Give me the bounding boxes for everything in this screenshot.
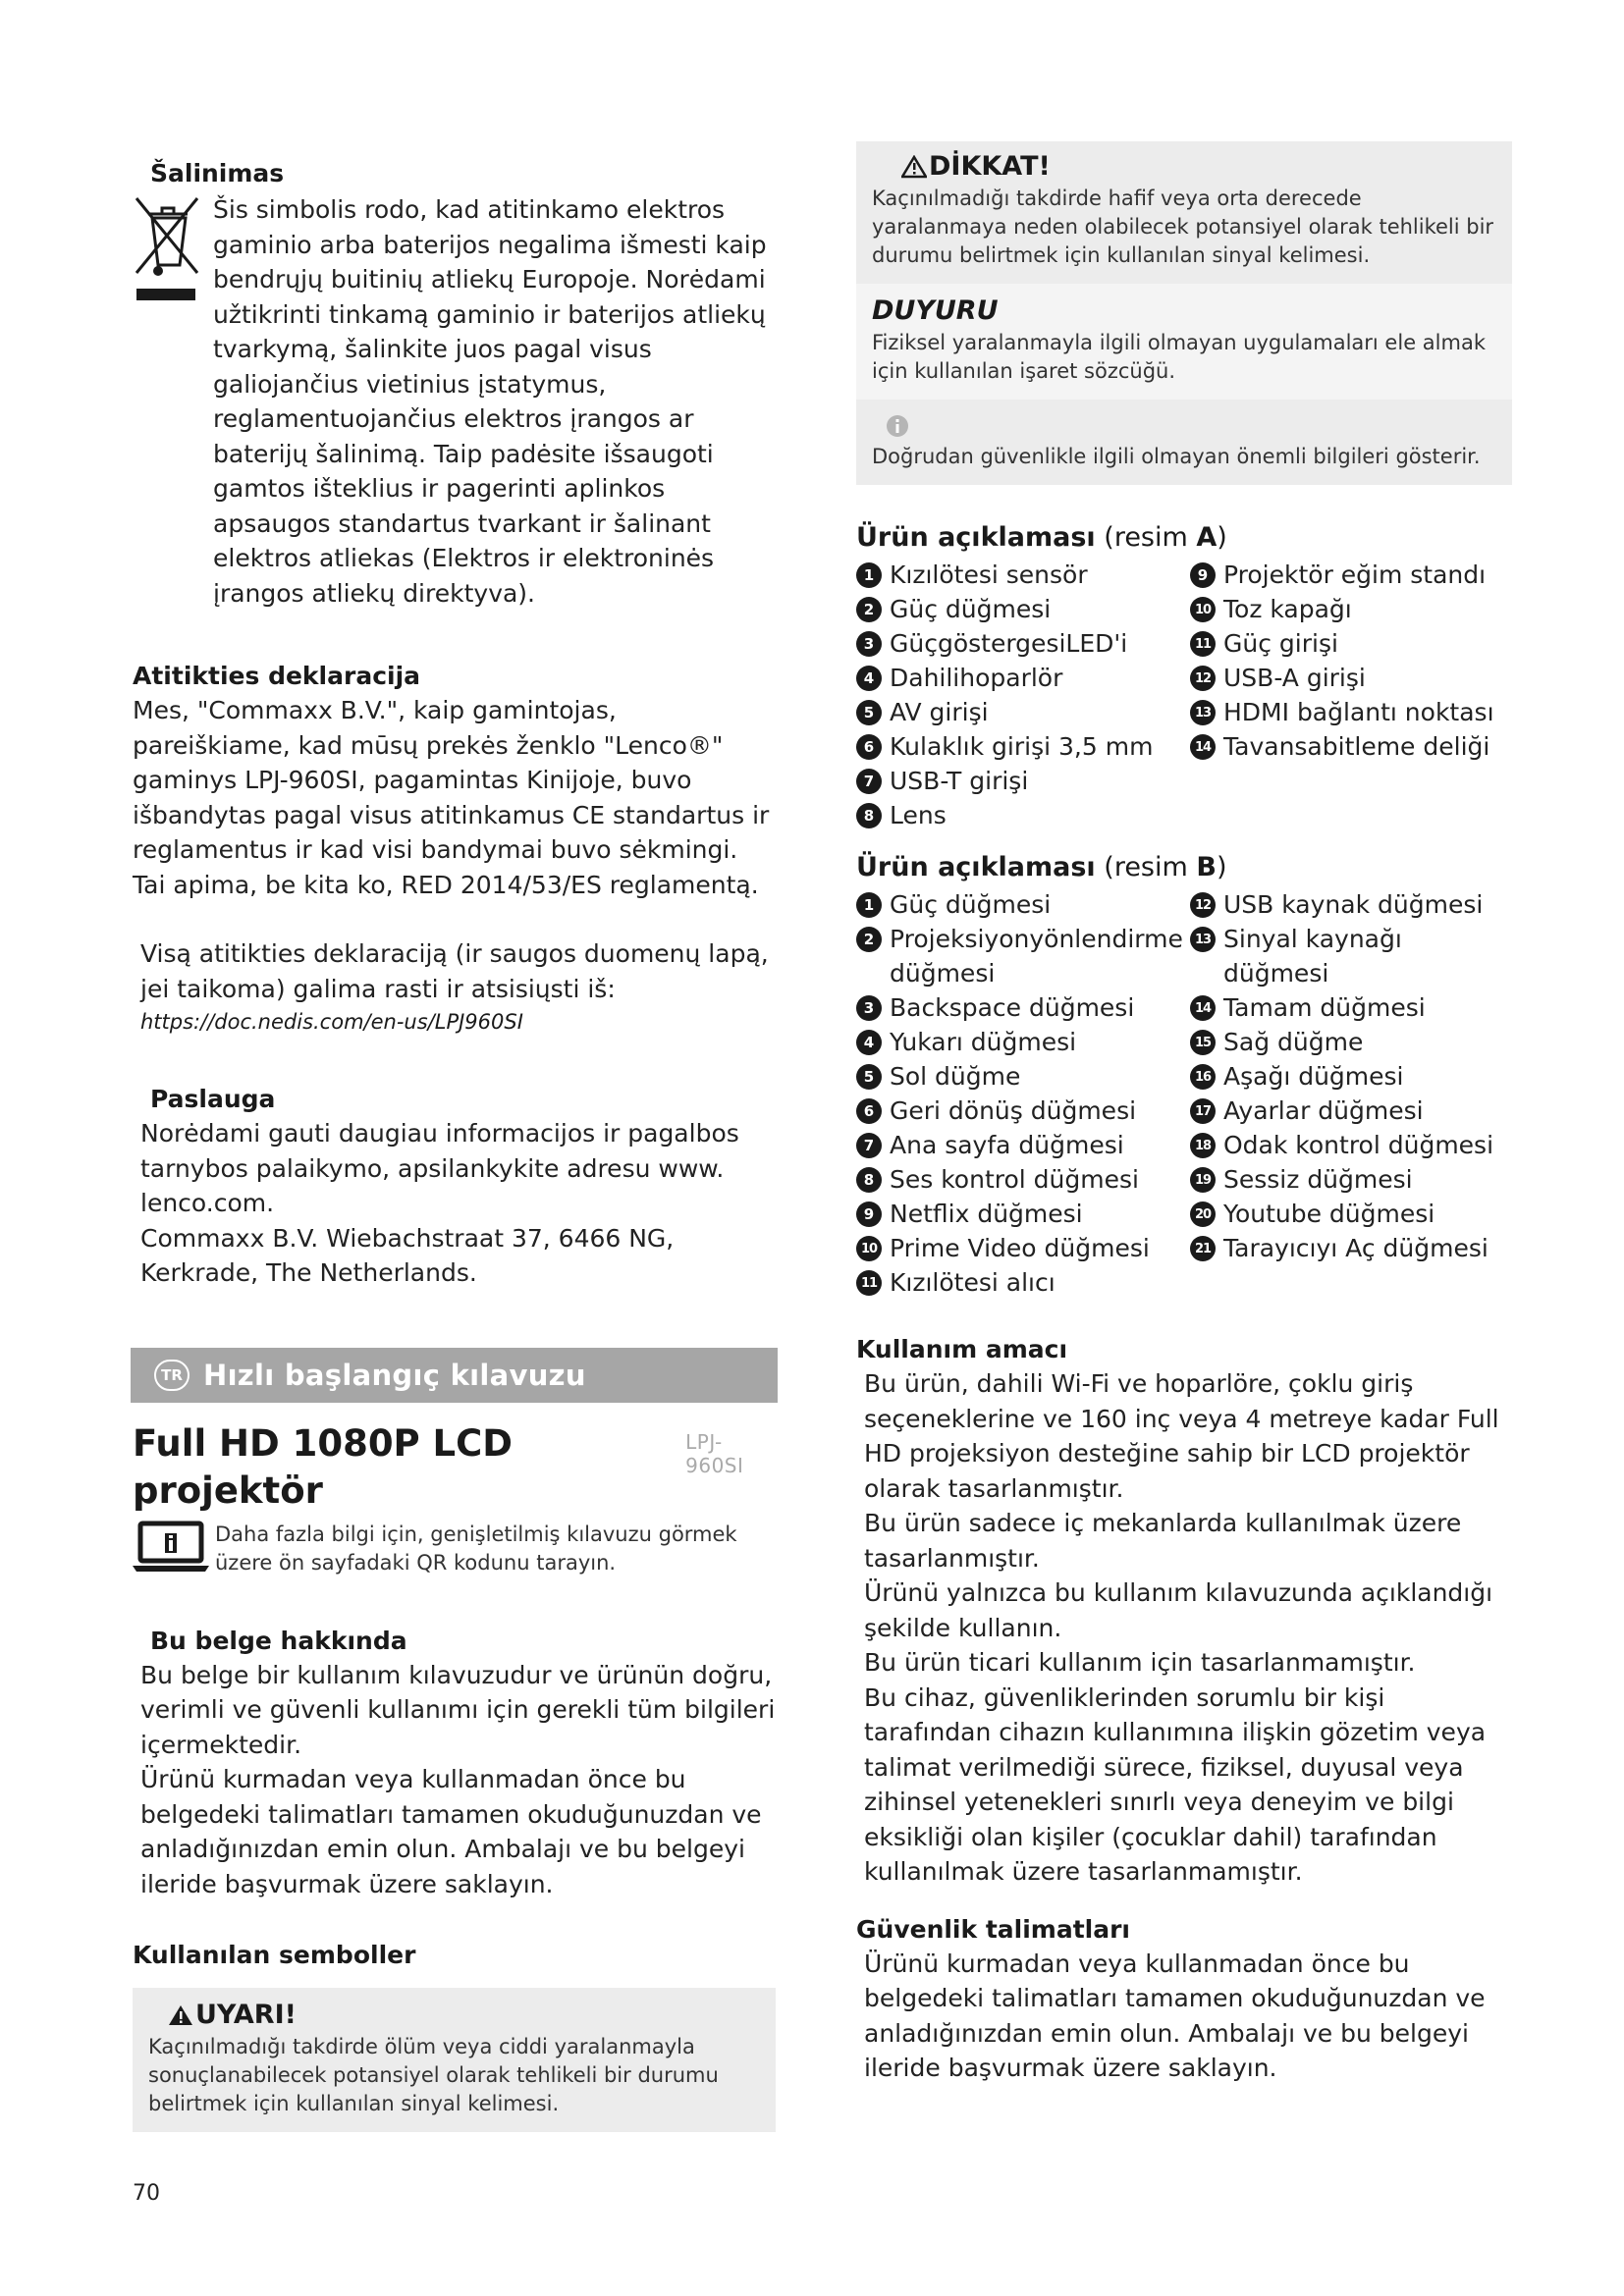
warning-title-label: UYARI! (195, 2000, 297, 2030)
quickstart-title: Hızlı başlangıç kılavuzu (203, 1358, 586, 1392)
disposal-section (133, 192, 776, 611)
part-number-badge: 12 (1190, 666, 1216, 691)
caution-text: Kaçınılmadığı takdirde hafif veya orta derecede yaralanmaya neden olabilecek potansiyel olarak tehlikeli bir durumu belirtmek için kullanılan sinyal kelimesi. (872, 187, 1494, 267)
part-label: Güç girişi (1223, 629, 1338, 658)
caution-title (901, 149, 1496, 185)
part-number-badge: 7 (856, 769, 882, 794)
part-item (856, 1265, 1190, 1300)
part-number-badge: 8 (856, 1167, 882, 1193)
usage-paragraph: Ürünü yalnızca bu kullanım kılavuzunda açıklandığı şekilde kullanın. (864, 1578, 1493, 1642)
part-label: Geri dönüş düğmesi (890, 1096, 1137, 1125)
product-a-parts-right (1190, 558, 1512, 832)
part-item (1190, 922, 1512, 990)
part-label: GüçgöstergesiLED'i (890, 629, 1128, 658)
part-item (856, 1094, 1190, 1128)
part-item (856, 626, 1190, 661)
part-item (1190, 1197, 1512, 1231)
part-item (1190, 1059, 1512, 1094)
part-label: Lens (890, 801, 947, 829)
part-number-badge: 13 (1190, 700, 1216, 725)
part-label: Projektör eğim standı (1223, 561, 1487, 589)
part-item (856, 922, 1190, 990)
part-label: HDMI bağlantı noktası (1223, 698, 1494, 726)
part-label: Odak kontrol düğmesi (1223, 1131, 1494, 1159)
part-item (856, 558, 1190, 592)
part-item (1190, 626, 1512, 661)
part-number-badge: 5 (856, 700, 882, 725)
part-item (1190, 729, 1512, 764)
service-address: Commaxx B.V. Wiebachstraat 37, 6466 NG, Kerkrade, The Netherlands. (140, 1223, 675, 1287)
service-heading: Paslauga (150, 1085, 276, 1113)
part-label: Ayarlar düğmesi (1223, 1096, 1424, 1125)
service-text: Norėdami gauti daugiau informacijos ir pagalbos tarnybos palaikymo, apsilankykite adresu www. lenco.com. (140, 1119, 739, 1217)
part-item (1190, 887, 1512, 922)
notice-text: Fiziksel yaralanmayla ilgili olmayan uygulamaları ele almak için kullanılan işaret sözcüğü. (872, 331, 1486, 383)
part-number-badge: 1 (856, 562, 882, 588)
part-label: Aşağı düğmesi (1223, 1062, 1404, 1091)
part-item (856, 695, 1190, 729)
part-label: Kızılötesi alıcı (890, 1268, 1056, 1297)
part-number-badge: 14 (1190, 734, 1216, 760)
part-item (856, 1231, 1190, 1265)
usage-paragraph: Bu ürün sadece iç mekanlarda kullanılmak üzere tasarlanmıştır. (864, 1509, 1462, 1573)
part-number-badge: 5 (856, 1064, 882, 1090)
part-label: Toz kapağı (1223, 595, 1352, 623)
part-label: Güç düğmesi (890, 890, 1052, 919)
usage-text (856, 1366, 1512, 1890)
manual-note (133, 1521, 776, 1577)
part-label: USB kaynak düğmesi (1223, 890, 1484, 919)
part-item (1190, 1094, 1512, 1128)
part-item (856, 1025, 1190, 1059)
info-icon (886, 409, 1496, 443)
quickstart-banner (131, 1348, 778, 1403)
part-number-badge: 11 (1190, 631, 1216, 657)
usage-paragraph: Bu ürün, dahili Wi-Fi ve hoparlöre, çoklu giriş seçeneklerine ve 160 inç veya 4 metreye kadar Full HD projeksiyon desteğine sahip bir LCD projektör olarak tasarlanmıştır. (864, 1369, 1499, 1503)
part-item (1190, 1162, 1512, 1197)
part-number-badge: 11 (856, 1270, 882, 1296)
safety-text: Ürünü kurmadan veya kullanmadan önce bu belgedeki talimatları tamamen okuduğunuzdan ve anladığınızdan emin olun. Ambalajı ve bu belgeyi ileride başvurmak üzere saklayın. (864, 1949, 1486, 2082)
part-number-badge: 6 (856, 734, 882, 760)
part-label: Ses kontrol düğmesi (890, 1165, 1139, 1194)
usage-heading: Kullanım amacı (856, 1335, 1068, 1363)
part-item (856, 764, 1190, 798)
notice-title: DUYURU (872, 295, 999, 326)
product-a-parts-left (856, 558, 1190, 832)
part-number-badge: 18 (1190, 1133, 1216, 1158)
part-label: AV girişi (890, 698, 989, 726)
part-label: Sessiz düğmesi (1223, 1165, 1413, 1194)
part-item (856, 1128, 1190, 1162)
declaration-url-link[interactable]: https://doc.nedis.com/en-us/LPJ960SI (140, 1010, 523, 1034)
part-item (1190, 558, 1512, 592)
part-item (1190, 1231, 1512, 1265)
part-number-badge: 7 (856, 1133, 882, 1158)
part-number-badge: 9 (1190, 562, 1216, 588)
part-item (856, 798, 1190, 832)
part-label: Netflix düğmesi (890, 1200, 1083, 1228)
part-number-badge: 19 (1190, 1167, 1216, 1193)
info-callout (856, 400, 1512, 485)
about-text: Bu belge bir kullanım kılavuzudur ve ürünün doğru, verimli ve güvenli kullanımı için gerekli tüm bilgileri içermektedir. (140, 1660, 776, 1759)
symbols-heading: Kullanılan semboller (133, 1941, 416, 1969)
about-instructions: Ürünü kurmadan veya kullanmadan önce bu belgedeki talimatları tamamen okuduğunuzdan ve anladığınızdan emin olun. Ambalajı ve bu belgeyi ileride başvurmak üzere saklayın. (140, 1765, 762, 1898)
warning-title (168, 1998, 760, 2033)
part-item (856, 1197, 1190, 1231)
caution-title-label: DİKKAT! (929, 151, 1051, 182)
part-item (1190, 990, 1512, 1025)
part-label: Tarayıcıyı Aç düğmesi (1223, 1234, 1489, 1262)
declaration-download-text: Visą atitikties deklaraciją (ir saugos duomenų lapą, jei taikoma) galima rasti ir atsisiųsti iš: (140, 939, 769, 1003)
model-code: LPJ-960SI (685, 1429, 744, 1477)
part-item (1190, 1128, 1512, 1162)
about-heading: Bu belge hakkında (150, 1626, 407, 1655)
product-b-parts-list (856, 887, 1512, 1300)
usage-paragraph: Bu cihaz, güvenliklerinden sorumlu bir kişi tarafından cihazın kullanımına ilişkin gözetim veya talimat verilmediği sürece, fiziksel, duyusal veya zihinsel yetenekleri sınırlı veya deneyim ve bilgi eksikliği olan kişiler (çocuklar dahil) tarafından kullanılmak üzere tasarlanmamıştır. (864, 1682, 1487, 1886)
info-text: Doğrudan güvenlikle ilgili olmayan önemli bilgileri gösterir. (872, 445, 1481, 468)
part-label: Projeksiyonyönlendirme düğmesi (890, 925, 1183, 988)
part-label: Kulaklık girişi 3,5 mm (890, 732, 1154, 761)
weee-icon (133, 192, 211, 611)
part-number-badge: 13 (1190, 927, 1216, 952)
part-number-badge: 8 (856, 803, 882, 828)
part-number-badge: 14 (1190, 995, 1216, 1021)
part-item (1190, 592, 1512, 626)
product-b-heading: Ürün açıklaması (resim B) (856, 852, 1227, 882)
part-number-badge: 10 (1190, 597, 1216, 622)
part-number-badge: 21 (1190, 1236, 1216, 1261)
part-label: Youtube düğmesi (1223, 1200, 1435, 1228)
manual-note-text: Daha fazla bilgi için, genişletilmiş kılavuzu görmek üzere ön sayfadaki QR kodunu tarayın. (215, 1522, 737, 1575)
disposal-heading: Šalinimas (150, 159, 285, 187)
notice-callout (856, 284, 1512, 400)
part-number-badge: 3 (856, 995, 882, 1021)
warning-callout (133, 1988, 776, 2132)
part-number-badge: 20 (1190, 1201, 1216, 1227)
part-label: Yukarı düğmesi (890, 1028, 1077, 1056)
warning-text: Kaçınılmadığı takdirde ölüm veya ciddi yaralanmayla sonuçlanabilecek potansiyel olarak tehlikeli bir durumu belirtmek için kullanılan sinyal kelimesi. (148, 2035, 719, 2115)
product-b-parts-left (856, 887, 1190, 1300)
product-a-heading: Ürün açıklaması (resim A) (856, 522, 1227, 553)
part-item (856, 887, 1190, 922)
part-item (856, 1059, 1190, 1094)
left-column (133, 157, 776, 2132)
part-label: Prime Video düğmesi (890, 1234, 1150, 1262)
disposal-text: Šis simbolis rodo, kad atitinkamo elektros gaminio arba baterijos negalima išmesti kaip bendrųjų buitinių atliekų Europoje. Norėdami užtikrinti tinkamą gaminio ir baterijos atliekų tvarkymą, šalinkite juos pagal visus galiojančius vietinius įstatymus, reglamentuojančius elektros įrangos ar baterijų šalinimą. Taip padėsite išsaugoti gamtos išteklius ir pagerinti aplinkos apsaugos standartus tvarkant ir šalinant elektros atliekas (Elektros ir elektroninės įrangos atliekų direktyva). (213, 195, 767, 608)
language-badge: TR (154, 1360, 189, 1391)
part-label: Backspace düğmesi (890, 993, 1135, 1022)
caution-triangle-icon (901, 155, 927, 179)
part-item (1190, 1025, 1512, 1059)
part-item (1190, 661, 1512, 695)
part-number-badge: 2 (856, 927, 882, 952)
part-item (1190, 695, 1512, 729)
part-label: Tavansabitleme deliği (1223, 732, 1490, 761)
part-number-badge: 3 (856, 631, 882, 657)
declaration-text: Mes, "Commaxx B.V.", kaip gamintojas, pareiškiame, kad mūsų prekės ženklo "Lenco®" gaminys LPJ-960SI, pagamintas Kinijoje, buvo išbandytas pagal visus atitinkamus CE standartus ir reglamentus ir kad visi bandymai buvo sėkmingi. Tai apima, be kita ko, RED 2014/53/ES reglamentą. (133, 696, 770, 899)
caution-callout (856, 141, 1512, 284)
part-number-badge: 12 (1190, 892, 1216, 918)
warning-triangle-icon (168, 2003, 193, 2027)
part-label: USB-A girişi (1223, 664, 1366, 692)
part-number-badge: 9 (856, 1201, 882, 1227)
part-item (856, 1162, 1190, 1197)
part-label: USB-T girişi (890, 767, 1029, 795)
safety-heading: Güvenlik talimatları (856, 1914, 1131, 1944)
laptop-icon (133, 1521, 215, 1577)
part-number-badge: 17 (1190, 1098, 1216, 1124)
part-item (856, 592, 1190, 626)
product-a-parts-list (856, 558, 1512, 832)
part-number-badge: 4 (856, 666, 882, 691)
part-label: Dahilihoparlör (890, 664, 1063, 692)
page-number: 70 (133, 2181, 160, 2206)
product-b-parts-right (1190, 887, 1512, 1300)
part-label: Ana sayfa düğmesi (890, 1131, 1124, 1159)
part-label: Sol düğme (890, 1062, 1021, 1091)
part-number-badge: 10 (856, 1236, 882, 1261)
usage-paragraph: Bu ürün ticari kullanım için tasarlanmamıştır. (864, 1648, 1416, 1677)
part-label: Güç düğmesi (890, 595, 1052, 623)
declaration-heading: Atitikties deklaracija (133, 662, 421, 690)
part-number-badge: 4 (856, 1030, 882, 1055)
part-number-badge: 2 (856, 597, 882, 622)
part-label: Sinyal kaynağı düğmesi (1223, 925, 1402, 988)
part-label: Sağ düğme (1223, 1028, 1364, 1056)
part-number-badge: 1 (856, 892, 882, 918)
part-item (856, 990, 1190, 1025)
part-label: Kızılötesi sensör (890, 561, 1088, 589)
part-item (856, 729, 1190, 764)
part-item (856, 661, 1190, 695)
product-title: Full HD 1080P LCD projektör (133, 1421, 514, 1512)
part-label: Tamam düğmesi (1223, 993, 1426, 1022)
part-number-badge: 6 (856, 1098, 882, 1124)
part-number-badge: 16 (1190, 1064, 1216, 1090)
part-number-badge: 15 (1190, 1030, 1216, 1055)
product-header (133, 1420, 776, 1515)
right-column (856, 149, 1512, 2086)
